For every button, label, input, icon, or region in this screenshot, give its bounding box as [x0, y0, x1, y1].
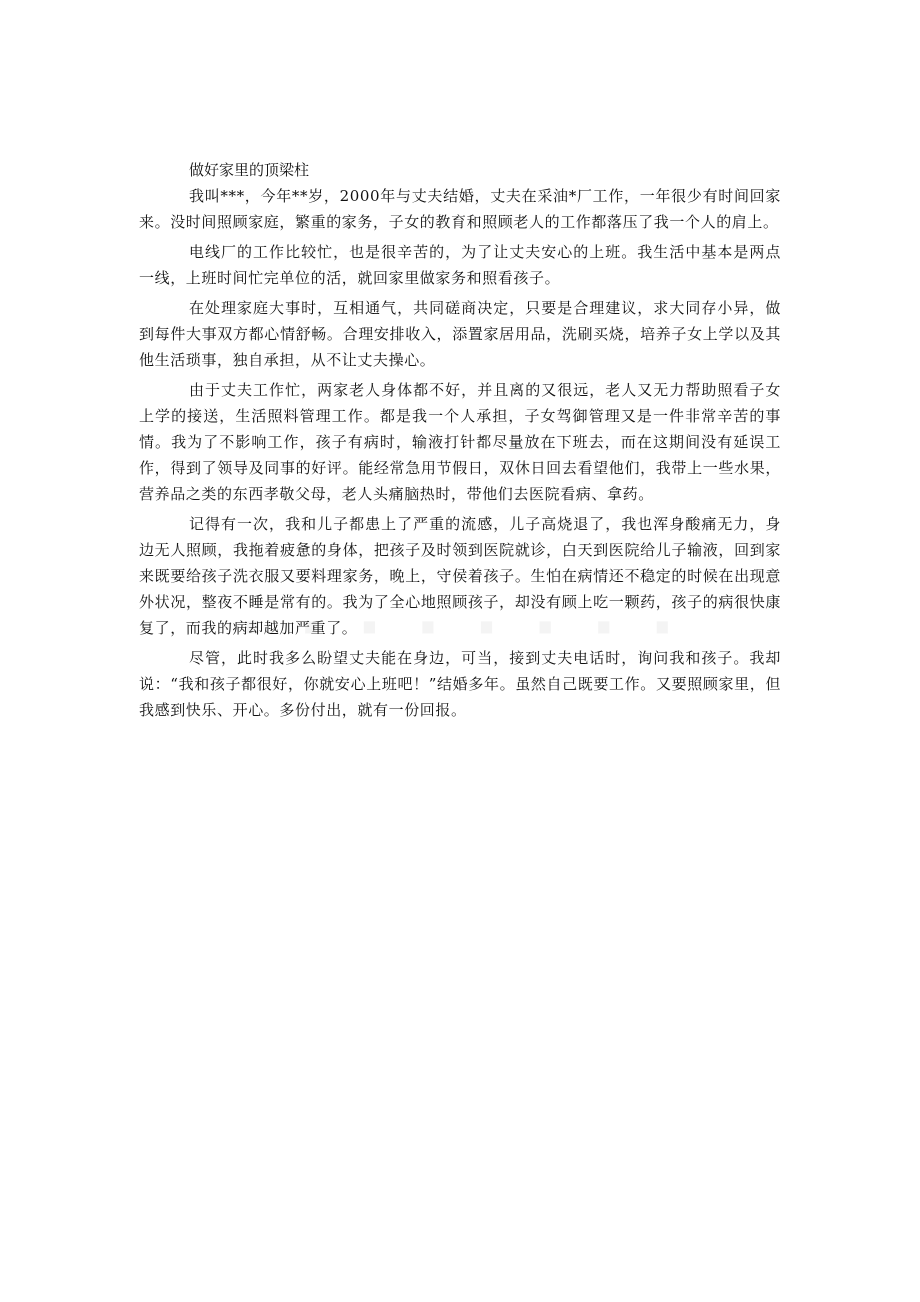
- document-title: 做好家里的顶梁柱: [189, 161, 310, 179]
- paragraph-5: 记得有一次，我和儿子都患上了严重的流感，儿子高烧退了，我也浑身酸痛无力，身边无人照顾，我拖着疲惫的身体，把孩子及时领到医院就诊，白天到医院给儿子输液，回到家来既要给孩子洗衣服又要料理家务，晚上，守侯着孩子。生怕在病情还不稳定的时候在出现意外状况，整夜不睡是常有的。我为了全心地照顾孩子，却没有顾上吃一颗药，孩子的病很快康复了，而我的病却越加严重了。: [139, 515, 781, 637]
- paragraph-4: 由于丈夫工作忙，两家老人身体都不好，并且离的又很远，老人又无力帮助照看子女上学的接送，生活照料管理工作。都是我一个人承担，子女驾御管理又是一件非常辛苦的事情。我为了不影响工作，孩子有病时，输液打针都尽量放在下班去，而在这期间没有延误工作，得到了领导及同事的好评。能经常急用节假日，双休日回去看望他们，我带上一些水果，营养品之类的东西孝敬父母，老人头痛脑热时，带他们去医院看病、拿药。: [139, 381, 781, 503]
- paragraph-2: 电线厂的工作比较忙，也是很辛苦的，为了让丈夫安心的上班。我生活中基本是两点一线，上班时间忙完单位的活，就回家里做家务和照看孩子。: [139, 243, 781, 287]
- paragraph-3: 在处理家庭大事时，互相通气，共同磋商决定，只要是合理建议，求大同存小异，做到每件大事双方都心情舒畅。合理安排收入，添置家居用品，洗刷买烧，培养子女上学以及其他生活琐事，独自承担，从不让丈夫操心。: [139, 299, 781, 369]
- paragraph-1: 我叫***，今年**岁，2000年与丈夫结婚，丈夫在采油*厂工作，一年很少有时间回家来。没时间照顾家庭，繁重的家务，子女的教育和照顾老人的工作都落压了我一个人的肩上。: [139, 187, 781, 231]
- paragraph-6: 尽管，此时我多么盼望丈夫能在身边，可当，接到丈夫电话时，询问我和孩子。我却说：“我和孩子都很好，你就安心上班吧！”结婚多年。虽然自己既要工作。又要照顾家里，但我感到快乐、开心。多份付出，就有一份回报。: [139, 649, 781, 719]
- document-body: [139, 157, 781, 723]
